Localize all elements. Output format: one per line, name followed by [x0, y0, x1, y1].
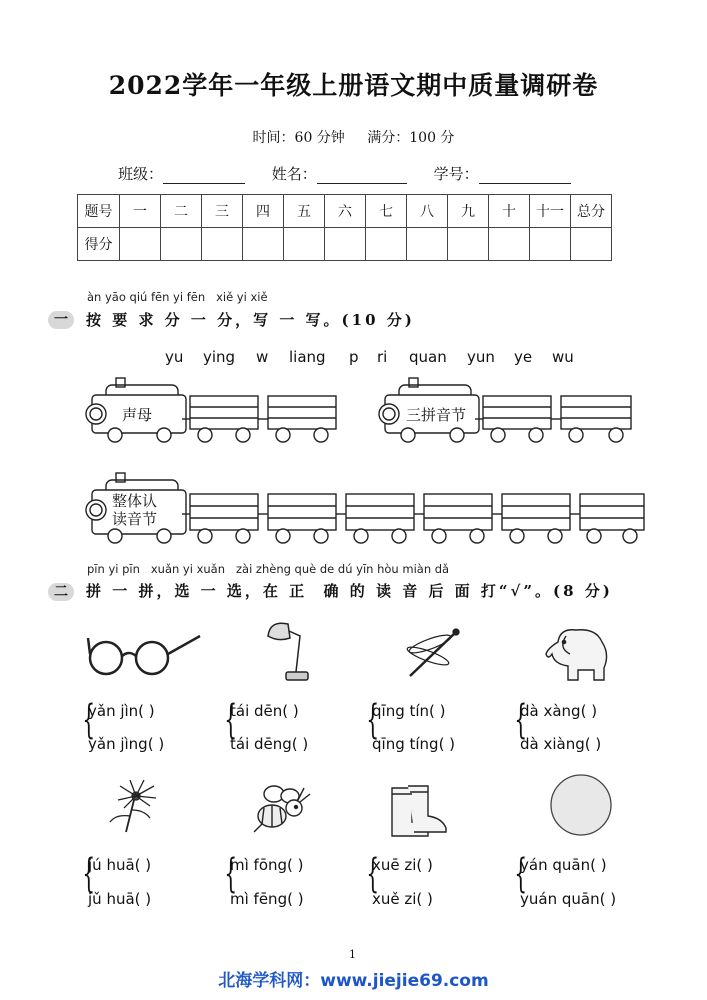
score-header-cell: 六	[325, 195, 366, 228]
option[interactable]: yǎn jìng( )	[88, 735, 165, 753]
syllable: yu	[165, 348, 184, 366]
score-cell[interactable]	[448, 228, 489, 261]
syllable: ying	[203, 348, 236, 366]
brace: {	[224, 697, 238, 743]
syllable: ri	[377, 348, 388, 366]
score-cell[interactable]	[325, 228, 366, 261]
score-cell[interactable]	[284, 228, 325, 261]
syllable: quan	[409, 348, 447, 366]
score-cell[interactable]	[243, 228, 284, 261]
train-engine-label: 三拼音节	[406, 406, 467, 424]
section1-pinyin: àn yāo qiú fēn yi fēn xiě yi xiě	[87, 290, 268, 304]
brace: {	[366, 851, 380, 897]
section2-pinyin: pīn yi pīn xuǎn yi xuǎn zài zhèng què de dú yīn hòu miàn dǎ	[87, 562, 450, 576]
score-row-label: 得分	[78, 228, 120, 261]
chrysanthemum-picture	[100, 776, 162, 838]
train-initials	[78, 375, 348, 450]
score-cell[interactable]	[161, 228, 202, 261]
option[interactable]: mì fōng( )	[230, 856, 304, 874]
exam-time: 时间：60 分钟	[252, 130, 345, 146]
page-number: 1	[349, 948, 356, 961]
score-header-cell: 三	[202, 195, 243, 228]
option[interactable]: xuē zi( )	[372, 856, 433, 874]
name-label: 姓名：	[271, 165, 317, 183]
score-header-cell: 四	[243, 195, 284, 228]
syllable: ye	[514, 348, 533, 366]
score-header-cell: 一	[120, 195, 161, 228]
score-table-header-row	[78, 195, 612, 228]
option[interactable]: yuán quān( )	[520, 890, 617, 908]
class-label: 班级：	[118, 165, 164, 183]
brace: {	[82, 697, 96, 743]
option[interactable]: mì fēng( )	[230, 890, 304, 908]
train-whole-syllables	[78, 470, 648, 550]
option[interactable]: qīng tín( )	[372, 702, 446, 720]
score-header-cell: 九	[448, 195, 489, 228]
score-table	[77, 194, 612, 261]
score-header-cell: 十	[489, 195, 530, 228]
syllable: w	[256, 348, 269, 366]
page-title: 2022学年一年级上册语文期中质量调研卷	[108, 71, 599, 100]
section2-heading: 拼 一 拼，选 一 选，在 正 确 的 读 音 后 面 打“√”。(8 分)	[86, 582, 613, 600]
option[interactable]: xuě zi( )	[372, 890, 433, 908]
score-cell[interactable]	[202, 228, 243, 261]
bee-picture	[248, 780, 316, 838]
id-field[interactable]	[479, 167, 571, 184]
score-cell[interactable]	[571, 228, 612, 261]
elephant-picture	[544, 624, 614, 686]
brace: {	[224, 851, 238, 897]
circle-picture	[548, 772, 614, 838]
student-info	[118, 163, 593, 184]
desk-lamp-picture	[260, 614, 326, 686]
score-header-cell: 二	[161, 195, 202, 228]
score-cell[interactable]	[120, 228, 161, 261]
section2-badge: 二	[48, 583, 74, 601]
option[interactable]: yǎn jìn( )	[88, 702, 155, 720]
syllable: yun	[467, 348, 495, 366]
class-field[interactable]	[163, 167, 245, 184]
score-header-cell: 总分	[571, 195, 612, 228]
footer-website[interactable]: 北海学科网：www.jiejie69.com	[218, 971, 489, 991]
score-header-cell: 题号	[78, 195, 120, 228]
score-cell[interactable]	[366, 228, 407, 261]
score-header-cell: 五	[284, 195, 325, 228]
option[interactable]: jǔ huā( )	[88, 890, 152, 908]
brace: {	[82, 851, 96, 897]
exam-full-score: 满分：100 分	[367, 130, 455, 146]
score-cell[interactable]	[530, 228, 571, 261]
option[interactable]: qīng tíng( )	[372, 735, 456, 753]
score-cell[interactable]	[407, 228, 448, 261]
option[interactable]: yán quān( )	[520, 856, 607, 874]
train-engine-label	[112, 492, 157, 528]
boots-picture	[384, 782, 454, 842]
id-label: 学号：	[433, 165, 479, 183]
option[interactable]: jú huā( )	[88, 856, 152, 874]
dragonfly-picture	[398, 626, 466, 684]
option[interactable]: tái dēng( )	[230, 735, 309, 753]
syllable: p	[349, 348, 359, 366]
score-header-cell: 七	[366, 195, 407, 228]
score-cell[interactable]	[489, 228, 530, 261]
glasses-picture	[82, 628, 206, 678]
section1-heading: 按 要 求 分 一 分，写 一 写。(10 分)	[86, 311, 415, 329]
syllable: wu	[552, 348, 574, 366]
name-field[interactable]	[317, 167, 407, 184]
score-header-cell: 十一	[530, 195, 571, 228]
score-header-cell: 八	[407, 195, 448, 228]
syllable: liang	[289, 348, 326, 366]
exam-meta	[0, 127, 707, 147]
option[interactable]: dà xàng( )	[520, 702, 598, 720]
option[interactable]: tái dēn( )	[230, 702, 299, 720]
brace: {	[366, 697, 380, 743]
train-engine-label-line: 读音节	[112, 510, 158, 528]
section1-badge: 一	[48, 311, 74, 329]
score-table-score-row	[78, 228, 612, 261]
train-engine-label-line: 整体认	[112, 492, 158, 510]
option[interactable]: dà xiàng( )	[520, 735, 602, 753]
brace: {	[514, 851, 528, 897]
train-engine-label: 声母	[122, 406, 153, 424]
brace: {	[514, 697, 528, 743]
